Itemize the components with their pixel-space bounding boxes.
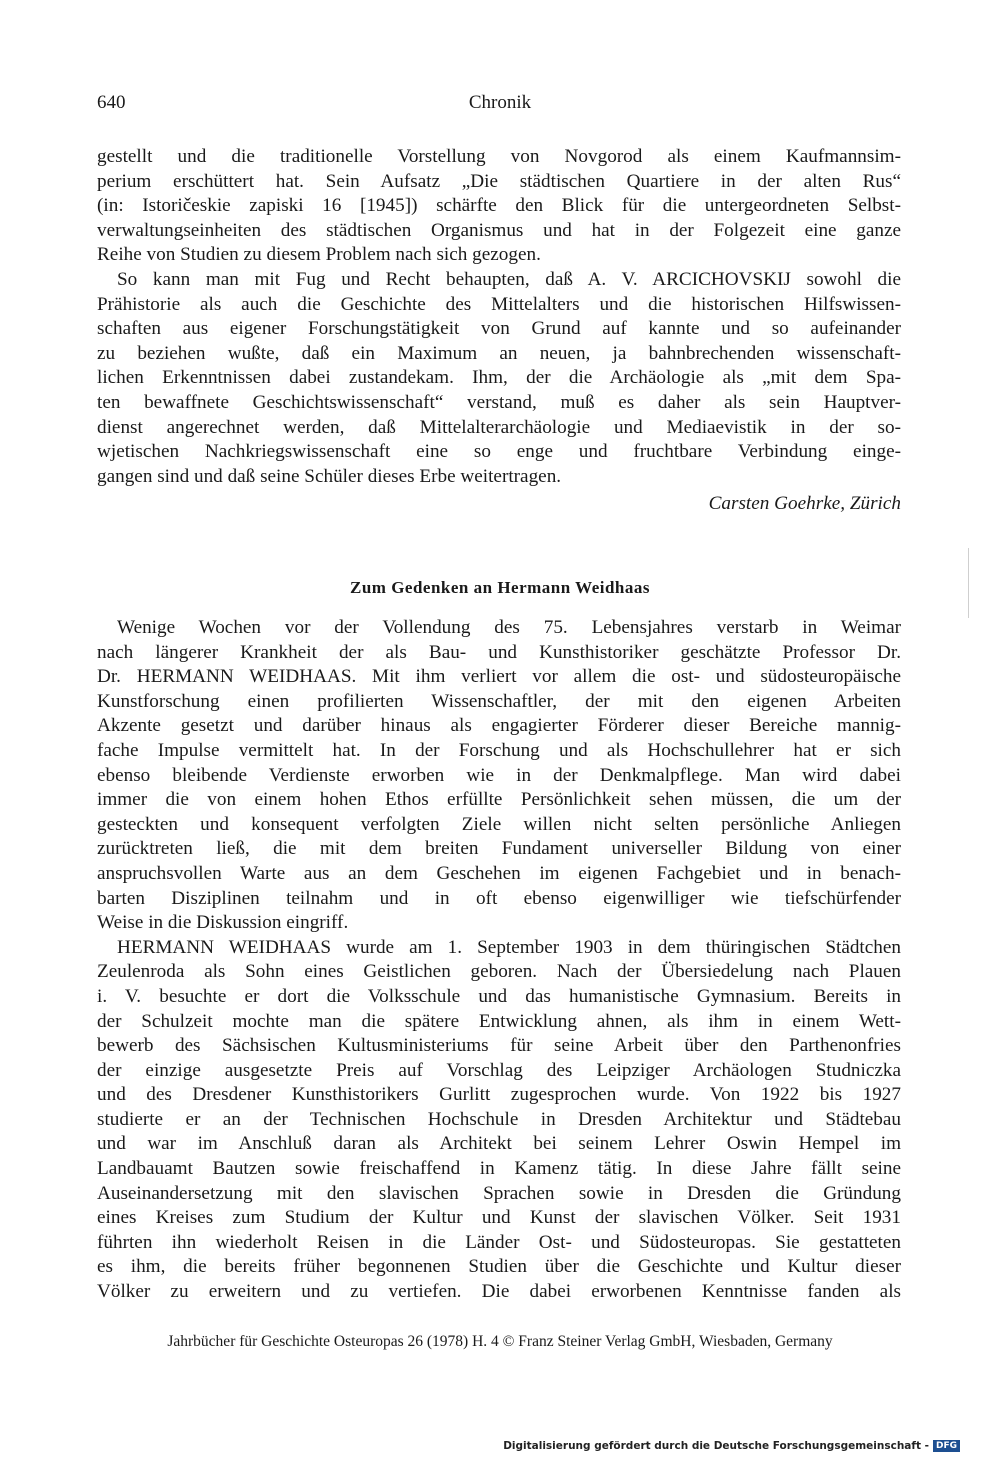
text-line: gangen sind und daß seine Schüler dieses Erbe weitertragen. [97, 465, 562, 487]
text-line: gesteckten und konsequent verfolgten Ziele willen nicht selten persönliche Anliegen [97, 813, 901, 835]
text-line: und war im Anschluß daran als Architekt bei seinem Lehrer Oswin Hempel im [97, 1133, 901, 1155]
text-line: gestellt und die traditionelle Vorstellung von Novgorod als einem Kaufmannsim- [97, 146, 901, 167]
text-line: dienst angerechnet werden, daß Mittelalterarchäologie und Mediaevistik in der so- [97, 416, 901, 438]
running-header: Chronik [468, 92, 532, 113]
text-line: es ihm, die bereits früher begonnenen Studien über die Geschichte und Kultur dieser [97, 1256, 901, 1278]
text-line: Wenige Wochen vor der Vollendung des 75. Lebensjahres verstarb in Weimar [117, 617, 901, 638]
text-line: nach längerer Krankheit der als Bau- und Kunsthistoriker geschätzte Professor Dr. [97, 641, 901, 663]
text-line: fache Impulse vermittelt hat. In der Forschung und als Hochschullehrer hat er sich [97, 739, 901, 761]
text-line: anspruchsvollen Warte aus an dem Geschehen im eigenen Fachgebiet und in benach- [97, 862, 901, 884]
article1-body [97, 145, 901, 489]
text-line: Zeulenroda als Sohn eines Geistlichen geboren. Nach der Übersiedelung nach Plauen [97, 961, 901, 983]
text-line: barten Disziplinen teilnahm und in oft ebenso eigenwilliger wie tiefschürfender [97, 887, 901, 909]
text-line: Kunstforschung einen profilierten Wissenschaftler, der mit den eigenen Arbeiten [97, 690, 901, 712]
text-line: (in: Istoričeskie zapiski 16 [1945]) schärfte den Blick für die untergeordneten Selbst- [97, 195, 901, 217]
text-line: ebenso bleibende Verdienste erworben wie in der Denkmalpflege. Man wird dabei [97, 764, 901, 786]
text-line: Prähistorie als auch die Geschichte des Mittelalters und die historischen Hilfswissen- [97, 293, 901, 315]
page-number: 640 [97, 92, 126, 113]
article2-body [97, 616, 901, 1305]
text-line: Reihe von Studien zu diesem Problem nach sich gezogen. [97, 244, 541, 266]
digitization-credit [503, 1440, 960, 1452]
text-line: immer die von einem hohen Ethos erfüllte Persönlichkeit sehen müssen, die um der [97, 789, 901, 811]
text-line: Weise in die Diskussion eingriff. [97, 912, 349, 934]
text-line: Auseinandersetzung mit den slavischen Sprachen sowie in Dresden die Gründung [97, 1182, 901, 1204]
journal-footer: Jahrbücher für Geschichte Osteuropas 26 (1978) H. 4 © Franz Steiner Verlag GmbH, Wiesbaden, Germany [167, 1333, 833, 1350]
text-line: wjetischen Nachkriegswissenschaft eine so enge und fruchtbare Verbindung einge- [97, 441, 901, 463]
text-line: ten bewaffnete Geschichtswissenschaft“ verstand, muß es daher als sein Hauptver- [97, 391, 901, 413]
text-line: HERMANN WEIDHAAS wurde am 1. September 1903 in dem thüringischen Städtchen [117, 936, 901, 958]
text-line: und des Dresdener Kunsthistorikers Gurlitt zugesprochen wurde. Von 1922 bis 1927 [97, 1084, 901, 1106]
article-heading: Zum Gedenken an Hermann Weidhaas [349, 578, 651, 597]
text-line: i. V. besuchte er dort die Volksschule und das humanistische Gymnasium. Bereits in [97, 985, 901, 1007]
credit-text: Digitalisierung gefördert durch die Deutsche Forschungsgemeinschaft - [503, 1440, 929, 1452]
text-line: perium erschüttert hat. Sein Aufsatz „Die städtischen Quartiere in der alten Rus“ [97, 170, 901, 192]
text-line: schaften aus eigener Forschungstätigkeit von Grund auf kannte und so aufeinander [97, 318, 901, 340]
text-line: der einzige ausgesetzte Preis auf Vorschlag des Leipziger Archäologen Studniczka [97, 1059, 901, 1081]
author-signature: Carsten Goehrke, Zürich [708, 493, 901, 514]
text-line: lichen Erkenntnissen dabei zustandekam. Ihm, der die Archäologie als „mit dem Spa- [97, 367, 901, 389]
text-line: bewerb des Sächsischen Kultusministeriums für seine Arbeit über den Parthenonfries [97, 1035, 901, 1057]
text-line: zurücktreten ließ, die mit dem breiten Fundament universeller Bildung von einer [97, 838, 901, 860]
text-line: So kann man mit Fug und Recht behaupten, daß A. V. ARCICHOVSKIJ sowohl die [117, 268, 901, 290]
text-line: Akzente gesetzt und darüber hinaus als engagierter Förderer dieser Bereiche mannig- [97, 715, 901, 737]
dfg-logo-icon: DFG [933, 1440, 960, 1452]
text-line: führten ihn wiederholt Reisen in die Länder Ost- und Südosteuropas. Sie gestatteten [97, 1231, 901, 1253]
text-line: eines Kreises zum Studium der Kultur und Kunst der slavischen Völker. Seit 1931 [97, 1207, 901, 1229]
text-line: der Schulzeit mochte man die spätere Entwicklung ahnen, als ihm in einem Wett- [97, 1010, 901, 1032]
text-line: verwaltungseinheiten des städtischen Organismus und hat in der Folgezeit eine ganze [97, 219, 901, 241]
text-line: zu beziehen wußte, daß ein Maximum an neuen, ja bahnbrechenden wissenschaft- [97, 342, 901, 364]
text-line: studierte er an der Technischen Hochschule in Dresden Architektur und Städtebau [97, 1108, 901, 1130]
text-line: Völker zu erweitern und zu vertiefen. Die dabei erworbenen Kenntnisse fanden als [97, 1281, 901, 1303]
text-line: Landbauamt Bautzen sowie freischaffend in Kamenz tätig. In diese Jahre fällt seine [97, 1158, 901, 1180]
text-line: Dr. HERMANN WEIDHAAS. Mit ihm verliert vor allem die ost- und südosteuropäische [97, 666, 901, 688]
